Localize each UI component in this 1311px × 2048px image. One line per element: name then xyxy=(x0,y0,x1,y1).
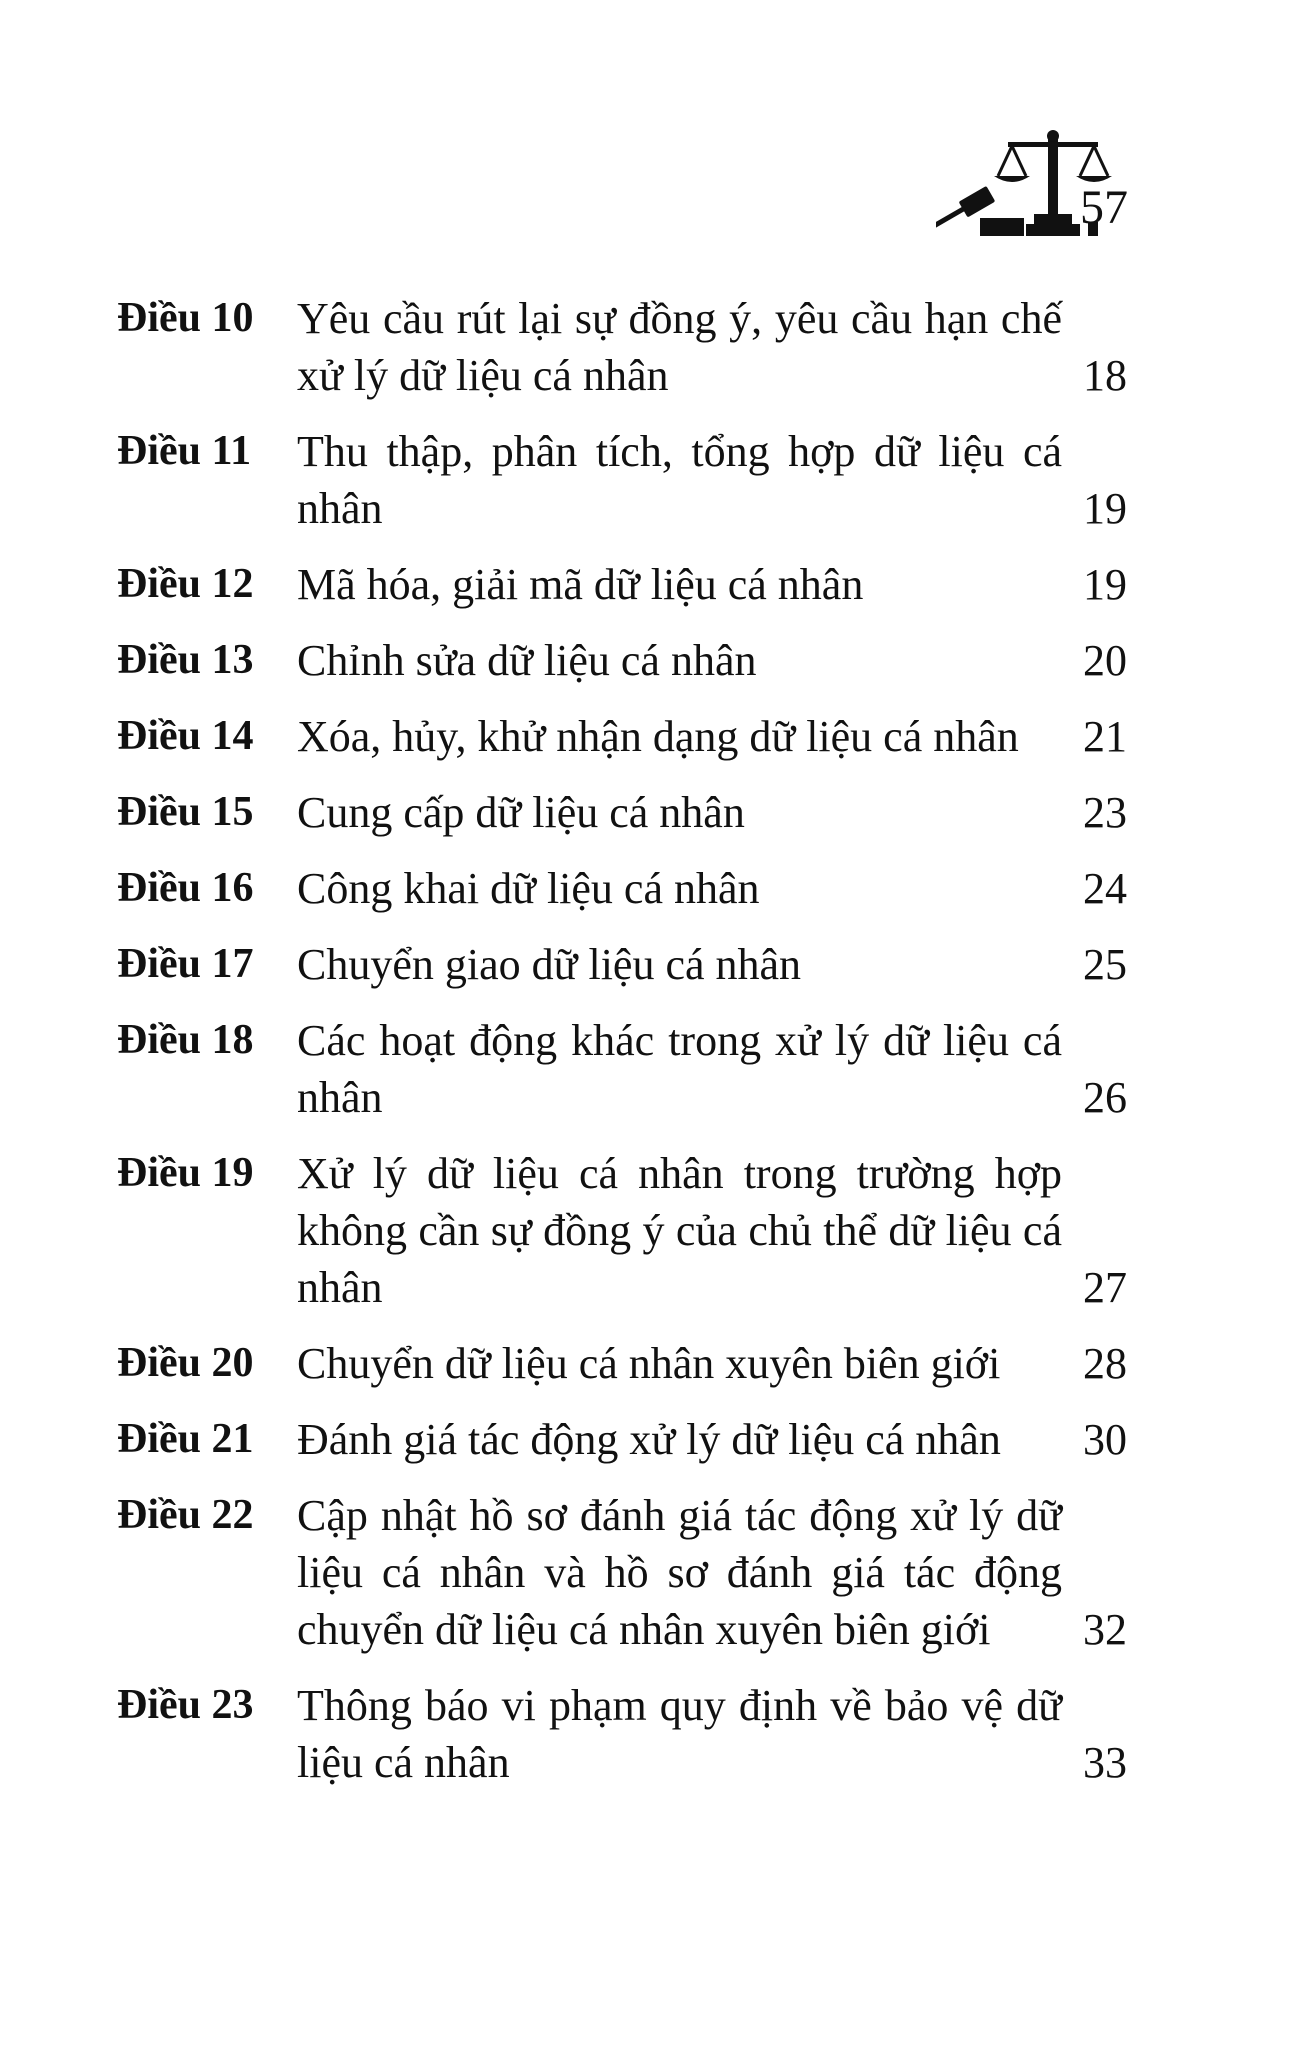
toc-entry-label: Điều 21 xyxy=(117,1416,254,1462)
toc-entry xyxy=(117,290,1127,404)
toc-entry-title: Chuyển dữ liệu cá nhân xuyên biên giới xyxy=(297,1339,1001,1388)
toc-entry-label: Điều 10 xyxy=(117,295,254,341)
toc-entry-page: 23 xyxy=(1083,788,1127,837)
toc-entry xyxy=(117,1411,1127,1468)
toc-entry xyxy=(117,860,1127,917)
toc-entry-label: Điều 14 xyxy=(117,713,254,759)
toc-entry xyxy=(117,556,1127,613)
toc-entry-label: Điều 11 xyxy=(117,428,252,474)
toc-entry-title: Chỉnh sửa dữ liệu cá nhân xyxy=(297,636,757,685)
toc-entry-page: 20 xyxy=(1083,636,1127,685)
toc-entry xyxy=(117,423,1127,537)
toc-entry-page: 21 xyxy=(1083,712,1127,761)
toc-entry xyxy=(117,936,1127,993)
toc-entry xyxy=(117,1012,1127,1126)
toc-entry-label: Điều 13 xyxy=(117,637,254,683)
toc-entry-title: Thu thập, phân tích, tổng hợp dữ liệu cá nhân xyxy=(297,427,1062,533)
toc-entry xyxy=(117,708,1127,765)
toc-entry xyxy=(117,1145,1127,1316)
toc-entry-page: 28 xyxy=(1083,1339,1127,1388)
toc-entry-title: Công khai dữ liệu cá nhân xyxy=(297,864,760,913)
table-of-contents xyxy=(117,290,1127,1810)
toc-entry-page: 27 xyxy=(1083,1263,1127,1312)
toc-entry-label: Điều 17 xyxy=(117,941,254,987)
toc-entry-label: Điều 19 xyxy=(117,1150,254,1196)
toc-entry-page: 18 xyxy=(1083,351,1127,400)
toc-entry-title: Mã hóa, giải mã dữ liệu cá nhân xyxy=(297,560,864,609)
toc-entry-page: 33 xyxy=(1083,1738,1127,1787)
toc-entry-title: Các hoạt động khác trong xử lý dữ liệu cá nhân xyxy=(297,1016,1062,1122)
toc-entry-page: 19 xyxy=(1083,560,1127,609)
toc-entry-label: Điều 20 xyxy=(117,1340,254,1386)
toc-entry-page: 24 xyxy=(1083,864,1127,913)
toc-entry-title: Thông báo vi phạm quy định về bảo vệ dữ liệu cá nhân xyxy=(297,1681,1062,1787)
toc-entry-label: Điều 16 xyxy=(117,865,254,911)
toc-entry-title: Yêu cầu rút lại sự đồng ý, yêu cầu hạn chế xử lý dữ liệu cá nhân xyxy=(297,294,1062,400)
toc-entry-title: Đánh giá tác động xử lý dữ liệu cá nhân xyxy=(297,1415,1001,1464)
toc-entry-title: Cung cấp dữ liệu cá nhân xyxy=(297,788,745,837)
toc-entry-title: Xóa, hủy, khử nhận dạng dữ liệu cá nhân xyxy=(297,712,1019,761)
page-number: 57 xyxy=(1080,181,1128,234)
toc-entry xyxy=(117,632,1127,689)
toc-entry-page: 26 xyxy=(1083,1073,1127,1122)
toc-entry-label: Điều 12 xyxy=(117,561,254,607)
toc-entry-label: Điều 15 xyxy=(117,789,254,835)
toc-entry-page: 30 xyxy=(1083,1415,1127,1464)
toc-entry xyxy=(117,1677,1127,1791)
toc-entry xyxy=(117,1487,1127,1658)
toc-entry xyxy=(117,784,1127,841)
toc-entry-title: Cập nhật hồ sơ đánh giá tác động xử lý dữ liệu cá nhân và hồ sơ đánh giá tác động chuyển dữ liệu cá nhân xuyên biên giới xyxy=(297,1491,1062,1654)
toc-entry-page: 25 xyxy=(1083,940,1127,989)
toc-entry-page: 32 xyxy=(1083,1605,1127,1654)
toc-entry-label: Điều 22 xyxy=(117,1492,254,1538)
toc-entry-title: Chuyển giao dữ liệu cá nhân xyxy=(297,940,802,989)
toc-entry-page: 19 xyxy=(1083,484,1127,533)
toc-entry-title: Xử lý dữ liệu cá nhân trong trường hợp không cần sự đồng ý của chủ thể dữ liệu cá nhân xyxy=(297,1149,1062,1312)
toc-entry xyxy=(117,1335,1127,1392)
toc-entry-label: Điều 23 xyxy=(117,1682,254,1728)
toc-entry-label: Điều 18 xyxy=(117,1017,254,1063)
